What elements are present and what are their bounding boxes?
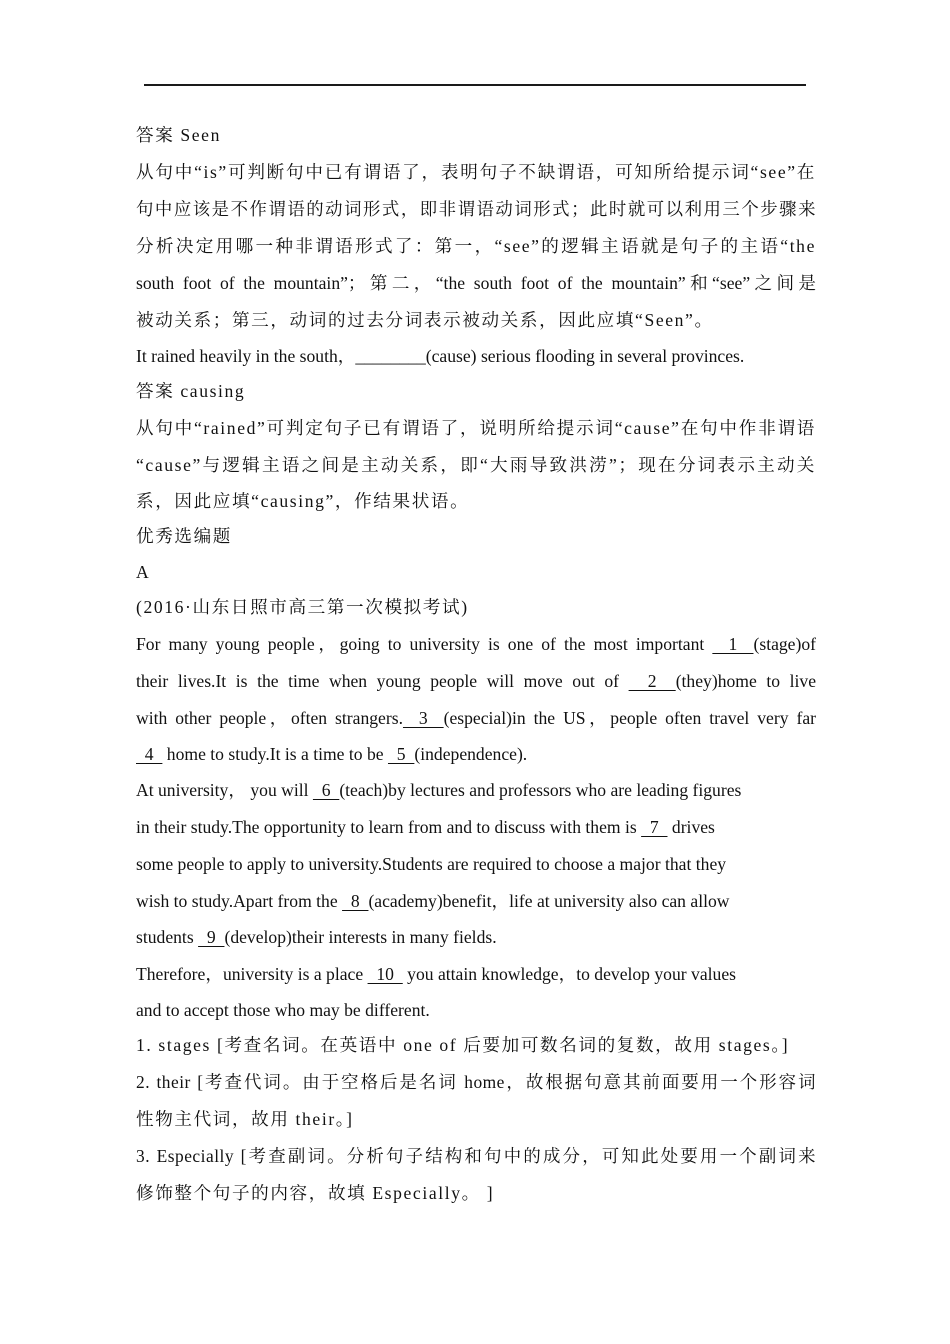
exercise-sentence-2: It rained heavily in the south，________(cause) serious flooding in several provinces. [136,345,745,366]
blank-6: 6 [312,780,340,800]
answer-item-2-line-1: 2. their [考查代词。由于空格后是名词 home，故根据句意其前面要用一个形容词 [136,1071,816,1092]
passage-source: (2016·山东日照市高三第一次模拟考试) [136,597,469,617]
header-rule [144,84,806,86]
explanation-1-line-3: 分析决定用哪一种非谓语形式了：第一，“see”的逻辑主语就是句子的主语“the [136,235,816,256]
passage-line-7: some people to apply to university.Students are required to choose a major that they [136,854,727,874]
document-body [136,118,816,1212]
passage-line-9: students 9 (develop)their interests in many fields. [136,927,497,947]
passage-line-3: with other people，often strangers. 3 (especial)in the US，people often travel very far [136,707,816,728]
blank-7: 7 [641,817,668,837]
passage-label: A [136,561,149,582]
blank-9: 9 [198,927,225,947]
answer-item-3-line-2: 修饰整个句子的内容，故填 Especially。 ] [136,1182,495,1203]
answer-item-1: 1. stages [考查名词。在英语中 one of 后要加可数名词的复数，故用 stages。] [136,1035,790,1055]
explanation-2-line-1: 从句中“rained”可判定句子已有谓语了，说明所给提示词“cause”在句中作非谓语 [136,417,816,438]
passage-line-4: 4 home to study.It is a time to be 5 (independence). [136,743,528,764]
blank-4: 4 [136,743,163,764]
explanation-2-line-3: 系，因此应填“causing”，作结果状语。 [136,490,470,511]
blank-5: 5 [387,743,415,764]
explanation-1-line-2: 句中应该是不作谓语的动词形式，即非谓语动词形式；此时就可以利用三个步骤来 [136,198,816,219]
explanation-1-line-4: south foot of the mountain”；第二，“the south foot of the mountain”和“see”之间是 [136,272,816,293]
answer-item-3-line-1: 3. Especially [考查副词。分析句子结构和句中的成分，可知此处要用一个副词来 [136,1145,816,1166]
passage-line-11: and to accept those who may be different. [136,999,430,1020]
passage-line-10: Therefore，university is a place 10 you attain knowledge，to develop your values [136,963,736,984]
answer-item-2-line-2: 性物主代词，故用 their。] [136,1108,354,1129]
section-heading: 优秀选编题 [136,526,232,546]
explanation-2-line-2: “cause”与逻辑主语之间是主动关系，即“大雨导致洪涝”；现在分词表示主动关 [136,454,816,475]
blank-10: 10 [367,963,403,984]
blank-2: 2 [628,670,676,691]
passage-line-2: their lives.It is the time when young people will move out of 2 (they)home to live [136,670,816,691]
blank-3: 3 [402,707,444,728]
explanation-1-line-5: 被动关系；第三，动词的过去分词表示被动关系，因此应填“Seen”。 [136,309,714,330]
passage-line-5: At university， you will 6 (teach)by lectures and professors who are leading figures [136,780,742,800]
blank-8: 8 [342,891,369,911]
blank-1: 1 [712,633,754,654]
passage-line-1: For many young people，going to university is one of the most important 1 (stage)of [136,633,817,654]
answer-line-1: 答案 Seen [136,125,221,145]
explanation-1-line-1: 从句中“is”可判断句中已有谓语了，表明句子不缺谓语，可知所给提示词“see”在 [136,161,816,182]
answer-line-2: 答案 causing [136,381,246,401]
passage-line-6: in their study.The opportunity to learn from and to discuss with them is 7 drives [136,817,715,837]
passage-line-8: wish to study.Apart from the 8 (academy)benefit，life at university also can allow [136,891,730,911]
